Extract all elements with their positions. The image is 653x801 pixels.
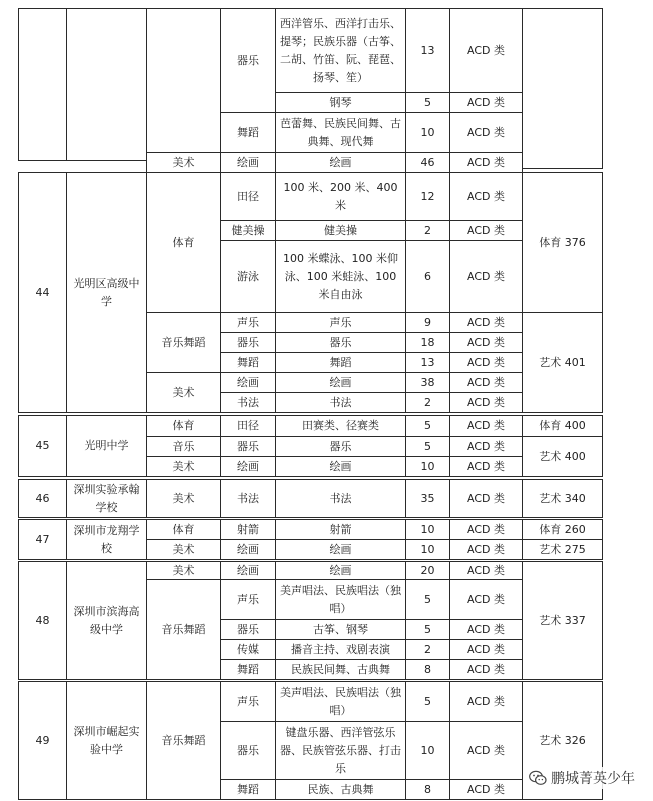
type-cell: ACD 类 [449, 332, 523, 353]
subcategory-cell: 舞蹈 [220, 659, 276, 680]
subcategory-cell: 器乐 [220, 721, 276, 780]
category-cell: 美术 [146, 372, 221, 413]
quota-cell: 10 [405, 721, 450, 780]
item-cell: 键盘乐器、西洋管弦乐器、民族管弦乐器、打击乐 [275, 721, 406, 780]
quota-cell: 13 [405, 352, 450, 373]
quota-cell: 5 [405, 436, 450, 457]
score-cell: 体育 376 [522, 172, 603, 313]
school-cell: 深圳市龙翔学校 [66, 519, 147, 560]
quota-cell: 38 [405, 372, 450, 393]
item-cell: 器乐 [275, 332, 406, 353]
quota-cell: 8 [405, 779, 450, 800]
item-cell: 芭蕾舞、民族民间舞、古典舞、现代舞 [275, 112, 406, 153]
item-cell: 绘画 [275, 456, 406, 477]
item-cell: 器乐 [275, 436, 406, 457]
category-cell: 音乐舞蹈 [146, 681, 221, 800]
quota-cell: 5 [405, 681, 450, 722]
subcategory-cell: 舞蹈 [220, 112, 276, 153]
subcategory-cell: 书法 [220, 479, 276, 518]
item-cell: 民族民间舞、古典舞 [275, 659, 406, 680]
subcategory-cell: 绘画 [220, 456, 276, 477]
watermark [525, 767, 639, 789]
quota-cell: 2 [405, 220, 450, 241]
type-cell: ACD 类 [449, 112, 523, 153]
subcategory-cell: 舞蹈 [220, 352, 276, 373]
quota-cell: 46 [405, 152, 450, 173]
wechat-icon [529, 770, 547, 786]
subcategory-cell: 声乐 [220, 579, 276, 620]
type-cell: ACD 类 [449, 779, 523, 800]
subcategory-cell: 器乐 [220, 332, 276, 353]
score-cell: 艺术 400 [522, 436, 603, 477]
type-cell: ACD 类 [449, 152, 523, 173]
subcategory-cell: 健美操 [220, 220, 276, 241]
seq-cell: 46 [18, 479, 67, 518]
seq-cell: 49 [18, 681, 67, 800]
type-cell: ACD 类 [449, 721, 523, 780]
type-cell: ACD 类 [449, 8, 523, 93]
quota-cell: 6 [405, 240, 450, 313]
subcategory-cell: 田径 [220, 415, 276, 437]
quota-cell: 9 [405, 312, 450, 333]
subcategory-cell: 声乐 [220, 312, 276, 333]
item-cell: 美声唱法、民族唱法（独唱） [275, 579, 406, 620]
subcategory-cell: 绘画 [220, 539, 276, 560]
quota-cell: 10 [405, 539, 450, 560]
subcategory-cell: 书法 [220, 392, 276, 413]
type-cell: ACD 类 [449, 681, 523, 722]
subcategory-cell: 射箭 [220, 519, 276, 540]
school-cell: 深圳市滨海高级中学 [66, 561, 147, 680]
quota-cell: 10 [405, 456, 450, 477]
quota-cell: 35 [405, 479, 450, 518]
quota-cell: 5 [405, 92, 450, 113]
quota-cell: 12 [405, 172, 450, 221]
category-cell: 音乐舞蹈 [146, 312, 221, 373]
score-cell: 艺术 337 [522, 561, 603, 680]
school-cell: 深圳市崛起实验中学 [66, 681, 147, 800]
item-cell: 西洋管乐、西洋打击乐、提琴；民族乐器（古筝、二胡、竹笛、阮、琵琶、扬琴、笙） [275, 8, 406, 93]
category-cell: 美术 [146, 479, 221, 518]
type-cell: ACD 类 [449, 436, 523, 457]
quota-cell: 2 [405, 392, 450, 413]
score-cell: 体育 400 [522, 415, 603, 437]
category-cell: 体育 [146, 519, 221, 540]
school-cell: 光明中学 [66, 415, 147, 477]
type-cell: ACD 类 [449, 220, 523, 241]
watermark-text: 鹏城菁英少年 [551, 771, 635, 787]
subcategory-cell: 绘画 [220, 152, 276, 173]
item-cell: 100 米、200 米、400 米 [275, 172, 406, 221]
seq-cell: 47 [18, 519, 67, 560]
score-cell: 艺术 340 [522, 479, 603, 518]
score-cell: 体育 260 [522, 519, 603, 540]
item-cell: 美声唱法、民族唱法（独唱） [275, 681, 406, 722]
type-cell: ACD 类 [449, 392, 523, 413]
subcategory-cell: 器乐 [220, 8, 276, 113]
type-cell: ACD 类 [449, 639, 523, 660]
item-cell: 100 米蝶泳、100 米仰泳、100 米蛙泳、100 米自由泳 [275, 240, 406, 313]
score-cell: 艺术 326 [522, 681, 603, 800]
category-cell: 体育 [146, 172, 221, 313]
seq-cell: 48 [18, 561, 67, 680]
score-cell: 艺术 275 [522, 539, 603, 560]
category-cell: 美术 [146, 561, 221, 580]
quota-cell: 10 [405, 519, 450, 540]
type-cell: ACD 类 [449, 456, 523, 477]
item-cell: 声乐 [275, 312, 406, 333]
quota-cell: 8 [405, 659, 450, 680]
item-cell: 播音主持、戏剧表演 [275, 639, 406, 660]
item-cell: 书法 [275, 392, 406, 413]
category-cell: 美术 [146, 456, 221, 477]
school-cell: 光明区高级中学 [66, 172, 147, 413]
item-cell: 绘画 [275, 372, 406, 393]
seq-cell [18, 8, 67, 161]
type-cell: ACD 类 [449, 619, 523, 640]
item-cell: 古筝、钢琴 [275, 619, 406, 640]
type-cell: ACD 类 [449, 372, 523, 393]
subcategory-cell: 声乐 [220, 681, 276, 722]
score-cell [522, 8, 603, 169]
school-cell: 深圳实验承翰学校 [66, 479, 147, 518]
type-cell: ACD 类 [449, 579, 523, 620]
category-cell: 音乐舞蹈 [146, 579, 221, 680]
type-cell: ACD 类 [449, 519, 523, 540]
item-cell: 绘画 [275, 539, 406, 560]
type-cell: ACD 类 [449, 240, 523, 313]
item-cell: 舞蹈 [275, 352, 406, 373]
quota-cell: 2 [405, 639, 450, 660]
school-cell [66, 8, 147, 161]
type-cell: ACD 类 [449, 415, 523, 437]
category-cell [146, 8, 221, 153]
type-cell: ACD 类 [449, 92, 523, 113]
quota-cell: 18 [405, 332, 450, 353]
quota-cell: 5 [405, 579, 450, 620]
quota-cell: 13 [405, 8, 450, 93]
item-cell: 钢琴 [275, 92, 406, 113]
item-cell: 绘画 [275, 561, 406, 580]
quota-cell: 10 [405, 112, 450, 153]
quota-cell: 5 [405, 415, 450, 437]
seq-cell: 45 [18, 415, 67, 477]
category-cell: 美术 [146, 152, 221, 173]
quota-cell: 20 [405, 561, 450, 580]
subcategory-cell: 游泳 [220, 240, 276, 313]
subcategory-cell: 器乐 [220, 436, 276, 457]
type-cell: ACD 类 [449, 172, 523, 221]
seq-cell: 44 [18, 172, 67, 413]
item-cell: 田赛类、径赛类 [275, 415, 406, 437]
subcategory-cell: 绘画 [220, 372, 276, 393]
subcategory-cell: 器乐 [220, 619, 276, 640]
item-cell: 书法 [275, 479, 406, 518]
quota-cell: 5 [405, 619, 450, 640]
subcategory-cell: 田径 [220, 172, 276, 221]
subcategory-cell: 绘画 [220, 561, 276, 580]
category-cell: 美术 [146, 539, 221, 560]
category-cell: 音乐 [146, 436, 221, 457]
type-cell: ACD 类 [449, 539, 523, 560]
type-cell: ACD 类 [449, 312, 523, 333]
type-cell: ACD 类 [449, 352, 523, 373]
item-cell: 健美操 [275, 220, 406, 241]
subcategory-cell: 舞蹈 [220, 779, 276, 800]
item-cell: 射箭 [275, 519, 406, 540]
category-cell: 体育 [146, 415, 221, 437]
score-cell: 艺术 401 [522, 312, 603, 413]
type-cell: ACD 类 [449, 561, 523, 580]
item-cell: 民族、古典舞 [275, 779, 406, 800]
subcategory-cell: 传媒 [220, 639, 276, 660]
type-cell: ACD 类 [449, 479, 523, 518]
type-cell: ACD 类 [449, 659, 523, 680]
item-cell: 绘画 [275, 152, 406, 173]
